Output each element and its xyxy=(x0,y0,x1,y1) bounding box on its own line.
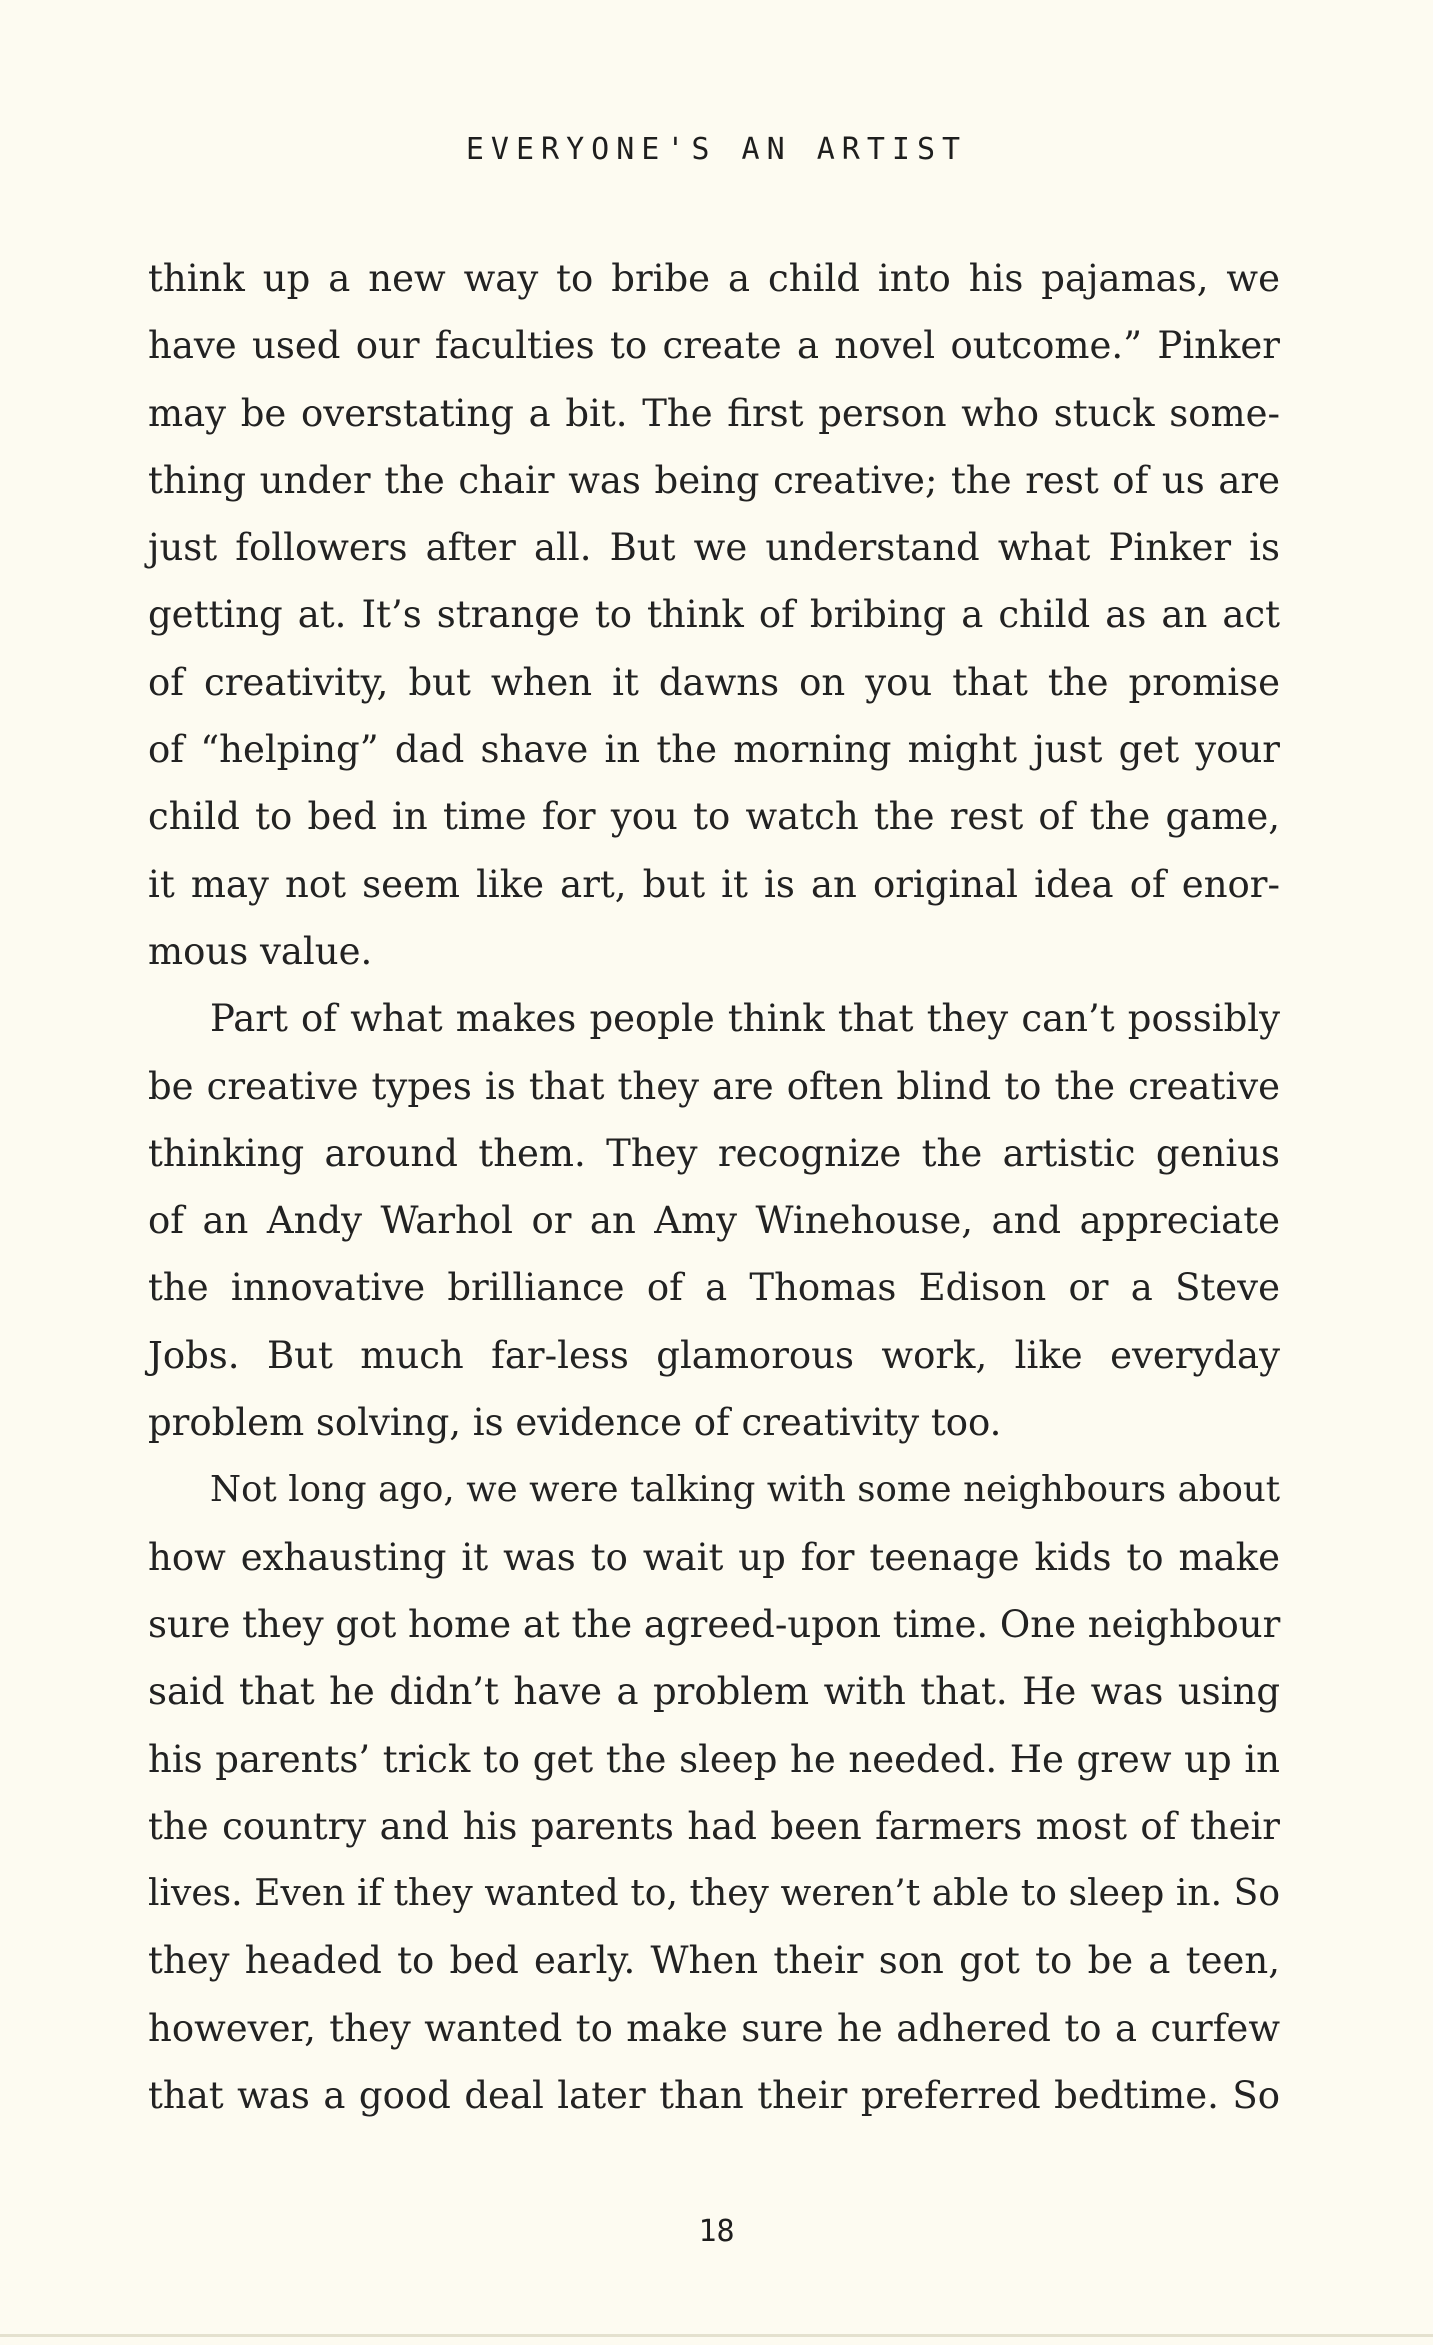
page-edge-divider xyxy=(0,2334,1433,2337)
body-text xyxy=(148,245,1280,2129)
page-number: 18 xyxy=(698,2214,735,2249)
text-line: however, they wanted to make sure he adhered to a curfew xyxy=(148,2006,1280,2050)
text-line: thinking around them. They recognize the artistic genius xyxy=(148,1131,1280,1175)
text-line: said that he didn’t have a problem with that. He was using xyxy=(148,1670,1280,1714)
text-line: it may not seem like art, but it is an original idea of enor- xyxy=(148,862,1280,906)
text-line: they headed to bed early. When their son got to be a teen, xyxy=(148,1939,1280,1983)
text-line: the country and his parents had been farmers most of their xyxy=(148,1804,1280,1848)
text-line: child to bed in time for you to watch the rest of the game, xyxy=(148,795,1280,839)
text-line: think up a new way to bribe a child into his pajamas, we xyxy=(148,257,1280,300)
text-line: the innovative brilliance of a Thomas Edison or a Steve xyxy=(148,1266,1280,1310)
text-line: getting at. It’s strange to think of bribing a child as an act xyxy=(148,593,1280,637)
text-line: have used our faculties to create a novel outcome.” Pinker xyxy=(148,324,1280,368)
text-line: Part of what makes people think that they can’t possibly xyxy=(210,997,1280,1041)
text-line: may be overstating a bit. The first person who stuck some- xyxy=(148,391,1280,435)
paragraph xyxy=(148,245,1280,985)
text-line: Not long ago, we were talking with some neighbours about xyxy=(210,1469,1280,1511)
text-line: lives. Even if they wanted to, they weren’t able to sleep in. So xyxy=(148,1873,1280,1915)
text-line: be creative types is that they are often blind to the creative xyxy=(148,1064,1280,1108)
running-head: EVERYONE'S AN ARTIST xyxy=(465,132,968,167)
paragraph xyxy=(148,985,1280,1456)
text-line: problem solving, is evidence of creativity too. xyxy=(148,1401,1002,1445)
text-line: his parents’ trick to get the sleep he needed. He grew up in xyxy=(148,1737,1280,1781)
text-line: thing under the chair was being creative; the rest of us are xyxy=(148,458,1280,502)
text-line: Jobs. But much far-less glamorous work, like everyday xyxy=(148,1333,1280,1377)
text-line: of creativity, but when it dawns on you that the promise xyxy=(148,660,1280,704)
text-line: that was a good deal later than their preferred bedtime. So xyxy=(148,2074,1280,2118)
paragraph xyxy=(148,1456,1280,2129)
text-line: mous value. xyxy=(148,929,373,973)
text-line: sure they got home at the agreed-upon time. One neighbour xyxy=(148,1602,1281,1646)
text-line: just followers after all. But we understand what Pinker is xyxy=(148,526,1280,570)
text-line: of an Andy Warhol or an Amy Winehouse, and appreciate xyxy=(148,1199,1280,1243)
text-line: how exhausting it was to wait up for teenage kids to make xyxy=(148,1535,1280,1579)
text-line: of “helping” dad shave in the morning might just get your xyxy=(148,728,1280,772)
